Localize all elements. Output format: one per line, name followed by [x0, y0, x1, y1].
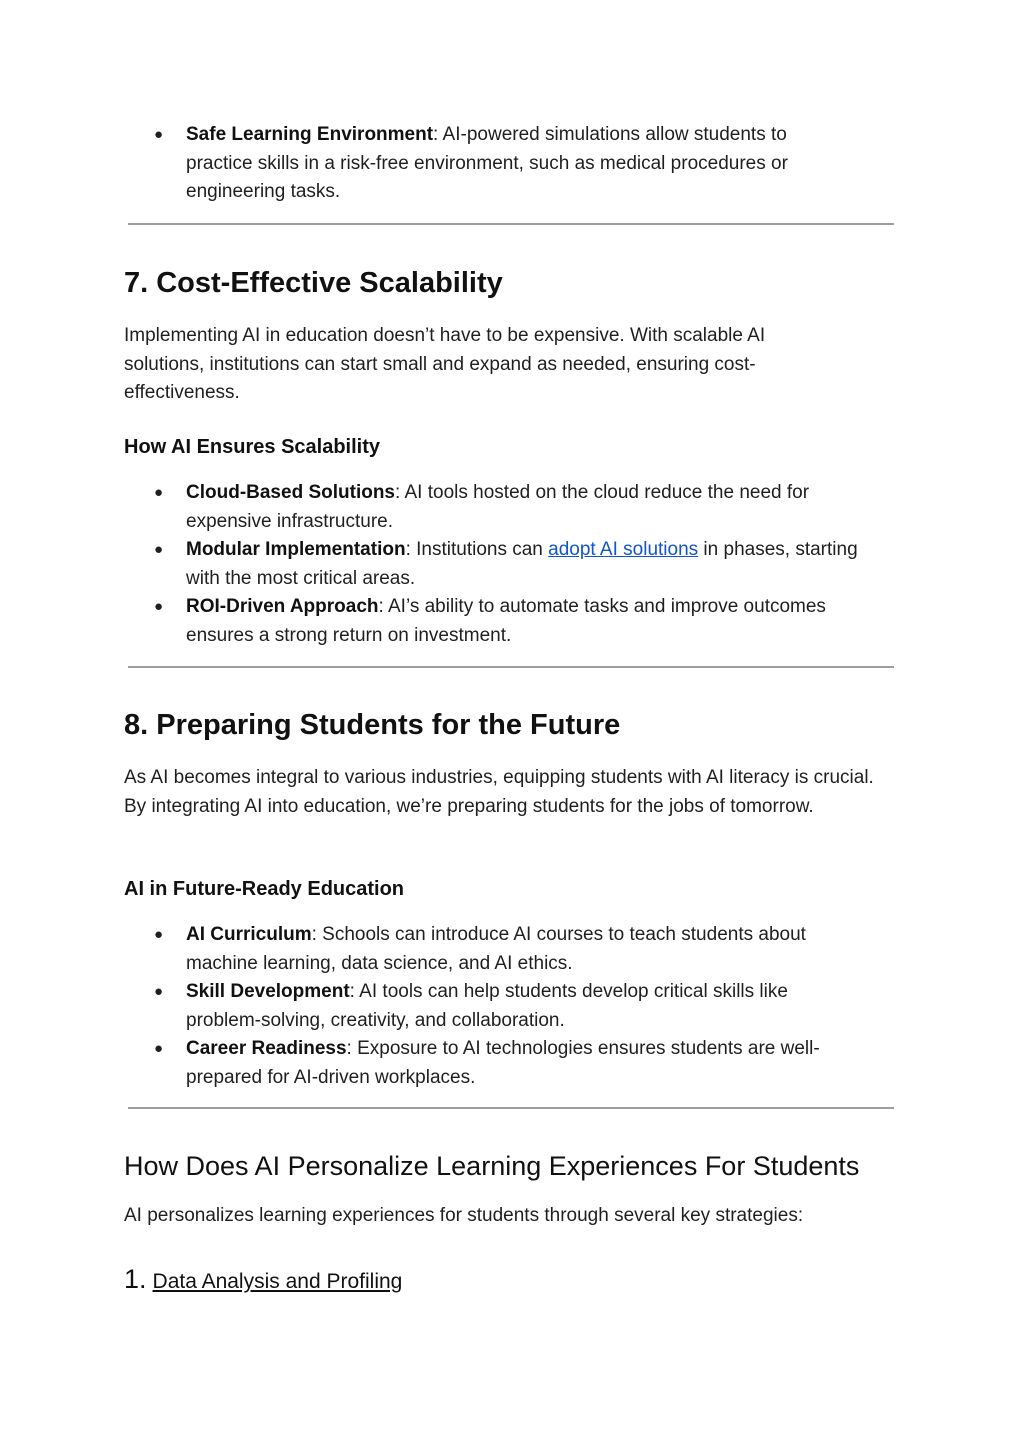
section-7-intro: Implementing AI in education doesn’t have to be expensive. With scalable AI solutions, institutions can start small and expand as needed, ensuring cost-effectiveness.	[124, 325, 766, 403]
bullet-icon: ●	[154, 983, 164, 1000]
section-8-heading: 8. Preparing Students for the Future	[124, 709, 621, 741]
list-item	[124, 921, 876, 978]
list-item-term: ROI-Driven Approach	[186, 596, 379, 617]
list-item-term: Skill Development	[186, 981, 350, 1002]
section-8-subheading: AI in Future-Ready Education	[124, 878, 405, 900]
section-8-list	[124, 921, 894, 1092]
personalize-heading: How Does AI Personalize Learning Experiences For Students	[124, 1151, 860, 1181]
bullet-icon: ●	[154, 926, 164, 943]
list-item-term: Career Readiness	[186, 1038, 347, 1059]
divider	[128, 223, 894, 225]
list-item	[124, 593, 886, 650]
bullet-icon: ●	[154, 126, 164, 143]
list-item-text: : Institutions can	[405, 539, 549, 560]
section-8-intro: As AI becomes integral to various industries, equipping students with AI literacy is crucial. By integrating AI into education, we’re preparing students for the jobs of tomorrow.	[124, 767, 874, 817]
list-item-text: : Schools can introduce AI courses to teach students about machine learning, data science, and AI ethics.	[186, 924, 806, 974]
list-item-term: AI Curriculum	[186, 924, 312, 945]
divider	[128, 1107, 894, 1109]
list-item	[124, 479, 866, 536]
bullet-icon: ●	[154, 541, 164, 558]
personalize-intro: AI personalizes learning experiences for students through several key strategies:	[124, 1205, 804, 1226]
top-bullet-list	[124, 121, 894, 207]
list-item-text: in phases, starting with the most critical areas.	[186, 539, 858, 589]
section-7-list	[124, 479, 894, 650]
adopt-ai-solutions-link[interactable]: adopt AI solutions	[548, 539, 699, 560]
item-number: 1.	[124, 1264, 147, 1294]
list-item-text: : AI-powered simulations allow students to practice skills in a risk-free environment, such as medical procedures or engineering tasks.	[186, 124, 788, 202]
list-item-text: : AI tools can help students develop critical skills like problem-solving, creativity, and collaboration.	[186, 981, 788, 1031]
section-7-subheading: How AI Ensures Scalability	[124, 436, 381, 458]
bullet-icon: ●	[154, 484, 164, 501]
bullet-icon: ●	[154, 598, 164, 615]
divider	[128, 666, 894, 668]
numbered-item	[124, 1262, 402, 1301]
list-item-text: : Exposure to AI technologies ensures students are well-prepared for AI-driven workplaces.	[186, 1038, 820, 1088]
list-item	[124, 121, 846, 207]
section-7-heading: 7. Cost-Effective Scalability	[124, 267, 503, 299]
list-item	[124, 978, 866, 1035]
list-item	[124, 536, 866, 593]
list-item-term: Modular Implementation	[186, 539, 406, 560]
list-item-term: Cloud-Based Solutions	[186, 482, 395, 503]
data-analysis-link[interactable]: Data Analysis and Profiling	[152, 1270, 403, 1293]
list-item-text: : AI’s ability to automate tasks and improve outcomes ensures a strong return on investment.	[186, 596, 826, 646]
bullet-icon: ●	[154, 1040, 164, 1057]
list-item-term: Safe Learning Environment	[186, 124, 434, 145]
list-item	[124, 1035, 856, 1092]
list-item-text: : AI tools hosted on the cloud reduce the need for expensive infrastructure.	[186, 482, 810, 532]
